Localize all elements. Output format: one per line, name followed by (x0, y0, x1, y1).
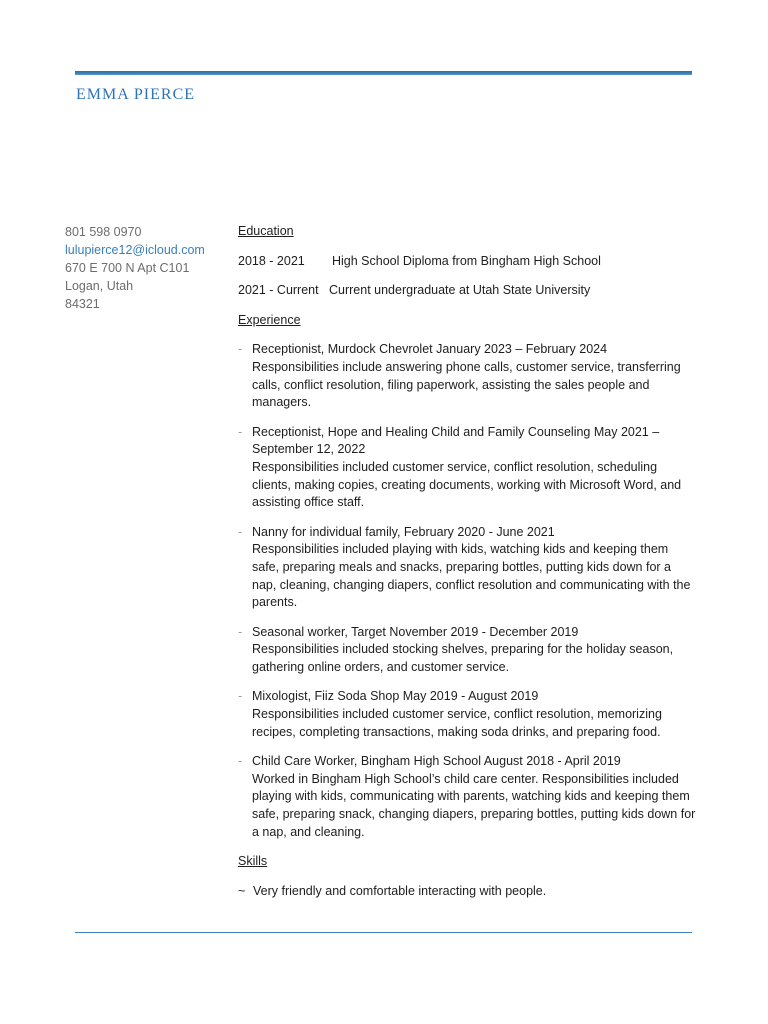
contact-phone: 801 598 0970 (65, 225, 142, 239)
skill-text: Very friendly and comfortable interacting with people. (253, 883, 547, 898)
skill-item (238, 883, 698, 901)
job-description: Responsibilities include answering phone calls, customer service, transferring calls, conflict resolution, filing paperwork, assisting the sales people and managers. (252, 359, 681, 410)
experience-item (238, 624, 698, 677)
bullet-dash: - (238, 342, 243, 357)
contact-address: 670 E 700 N Apt C101 (65, 261, 190, 275)
bullet-dash: - (238, 424, 243, 439)
job-description: Worked in Bingham High School’s child care center. Responsibilities included playing with kids, communicating with parents, watching kids and keeping them safe, preparing snack, changing diapers, preparing bottles, putting kids down for a nap, and cleaning. (252, 771, 696, 839)
job-description: Responsibilities included customer service, conflict resolution, memorizing recipes, completing transactions, making soda drinks, and preparing food. (252, 707, 662, 739)
experience-heading: Experience (238, 312, 301, 327)
job-description: Responsibilities included customer service, conflict resolution, scheduling clients, making copies, creating documents, working with Microsoft Word, and assisting office staff. (252, 459, 682, 510)
experience-item (238, 753, 698, 841)
education-years: 2021 - Current (238, 283, 319, 298)
bullet-dash: - (238, 624, 243, 639)
experience-item (238, 341, 698, 411)
resume-body (238, 223, 698, 900)
contact-block (65, 223, 230, 313)
bullet-dash: - (238, 689, 243, 704)
experience-item (238, 424, 698, 512)
job-title: Nanny for individual family, February 2020 - June 2021 (252, 524, 555, 539)
experience-item (238, 524, 698, 612)
job-title: Seasonal worker, Target November 2019 - December 2019 (252, 624, 579, 639)
job-title: Mixologist, Fiiz Soda Shop May 2019 - August 2019 (252, 689, 539, 704)
bullet-tilde: ~ (238, 883, 246, 898)
job-title: Child Care Worker, Bingham High School August 2018 - April 2019 (252, 754, 621, 769)
experience-item (238, 688, 698, 741)
bullet-dash: - (238, 754, 243, 769)
job-title: Receptionist, Hope and Healing Child and Family Counseling May 2021 – September 12, 2022 (252, 424, 660, 457)
education-text: Current undergraduate at Utah State University (329, 283, 591, 298)
education-item (238, 282, 698, 300)
education-years: 2018 - 2021 (238, 253, 305, 268)
job-title: Receptionist, Murdock Chevrolet January 2023 – February 2024 (252, 342, 608, 357)
education-heading: Education (238, 224, 294, 238)
job-description: Responsibilities included stocking shelves, preparing for the holiday season, gathering online orders, and customer service. (252, 642, 674, 674)
contact-email[interactable]: lulupierce12@icloud.com (65, 243, 205, 257)
contact-city: Logan, Utah (65, 279, 134, 293)
header-rule (75, 71, 692, 75)
bullet-dash: - (238, 524, 243, 539)
education-item (238, 253, 698, 271)
resume-name: EMMA PIERCE (76, 86, 196, 103)
job-description: Responsibilities included playing with kids, watching kids and keeping them safe, preparing meals and snacks, preparing bottles, putting kids down for a nap, cleaning, changing diapers, conflict resolution and communicating with the parents. (252, 542, 691, 610)
contact-zip: 84321 (65, 297, 100, 311)
footer-rule (75, 932, 692, 933)
skills-heading: Skills (238, 854, 268, 869)
education-text: High School Diploma from Bingham High School (332, 253, 601, 268)
